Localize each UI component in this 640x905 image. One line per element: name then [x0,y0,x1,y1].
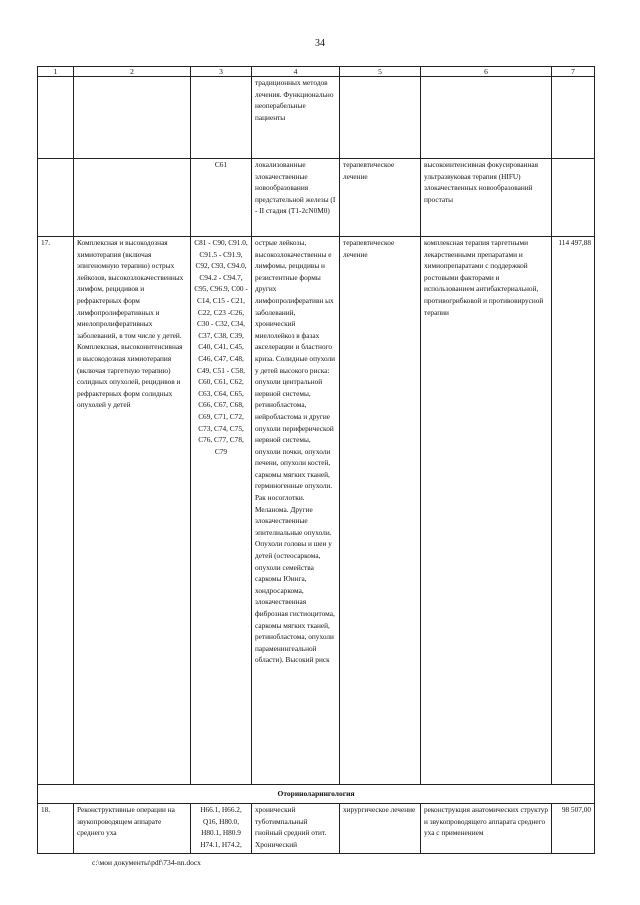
method-cell: комплексная терапия таргетными лекарственными препаратами и химиопрепаратами с поддержкой ростовыми факторами и использованием антибактериальной, противогрибковой и противовирусной терапии [421,237,552,785]
treatment-type-cell: терапевтическое лечение [340,159,421,237]
continuation-model-cell: традиционных методов лечения. Функционально неоперабельные пациенты [252,77,340,159]
column-header: 1 [38,67,74,77]
procedures-table [37,66,595,854]
column-header: 4 [252,67,340,77]
method-cell: высокоинтенсивная фокусированная ультразвуковая терапия (HIFU) злокачественных новообразований простаты [421,159,552,237]
column-header: 2 [74,67,191,77]
method-cell: реконструкция анатомических структур и звукопроводящего аппарата среднего уха с применением [421,804,552,854]
treatment-type-cell: хирургическое лечение [340,804,421,854]
codes-cell: H66.1, H66.2, Q16, H80.0, H80.1, H80.9 H74.1, H74.2, [191,804,252,854]
model-cell: острые лейкозы, высокозлокачественны е лимфомы, рецидивы и резистентные формы других лимфопролиферативн ых заболеваний, хронический миелолейкоз в фазах акселерации и бластного криза. Солидные опухоли у детей высокого риска: опухоли центральной нервной системы, ретинобластома, нейробластома и другие опухоли периферической нервной системы, опухоли почки, опухоли печени, опухоли костей, саркомы мягких тканей, герминогенные опухоли. Рак носоглотки. Меланома. Другие злокачественные эпителиальные опухоли. Опухоли головы и шеи у детей (остеосаркома, опухоли семейства саркомы Юинга, хондросаркома, злокачественная фиброзная гистиоцитома, саркомы мягких тканей, ретинобластома, опухоли параменингеальной области). Высокий риск [252,237,340,785]
table-row-17 [38,237,595,785]
column-header-row [38,67,595,77]
model-cell: хронический туботимпальный гнойный средний отит. Хронический [252,804,340,854]
column-header: 3 [191,67,252,77]
codes-cell: C61 [191,159,252,237]
footer-file-path: c:\мои документы\pdf\734-nn.docx [92,858,201,867]
cost-cell: 98 507,00 [552,804,595,854]
page-number: 34 [315,38,325,49]
row-number-cell: 18. [38,804,74,854]
codes-cell: C81 - C90, C91.0, C91.5 - C91.9, C92, C93, C94.0, C94.2 - C94.7, C95, C96.9, C00 - C14, C15 - C21, C22, C23 -C26, C30 - C32, C34, C37, C38, C39, C40, C41, C45, C46, C47, C48, C49, C51 - C58, C60, C61, C62, C63, C64, C65, C66, C67, C68, C69, C71, C72, C73, C74, C75, C76, C77, C78, C79 [191,237,252,785]
row-number-cell: 17. [38,237,74,785]
column-header: 6 [421,67,552,77]
column-header: 5 [340,67,421,77]
continuation-row [38,77,595,159]
procedure-name-cell: Комплексная и высокодозная химиотерапия (включая эпигеномную терапию) острых лейкозов, высокозлокачественных лимфом, рецидивов и рефрактерных форм лимфопролиферативных и миелопролиферативных заболеваний, в том числе у детей. Комплексная, высокоинтенсивная и высокодозная химиотерапия (включая таргетную терапию) солидных опухолей, рецидивов и рефрактерных форм солидных опухолей у детей [74,237,191,785]
treatment-type-cell: терапевтическое лечение [340,237,421,785]
table-row-18 [38,804,595,854]
section-header-row [38,785,595,804]
procedure-name-cell: Реконструктивные операции на звукопроводящем аппарате среднего уха [74,804,191,854]
column-header: 7 [552,67,595,77]
c61-row [38,159,595,237]
model-cell: локализованные злокачественные новообразования предстательной железы (I - II стадия (T1-2cN0M0) [252,159,340,237]
cost-cell: 114 497,88 [552,237,595,785]
section-title: Оториноларингология [38,785,595,804]
